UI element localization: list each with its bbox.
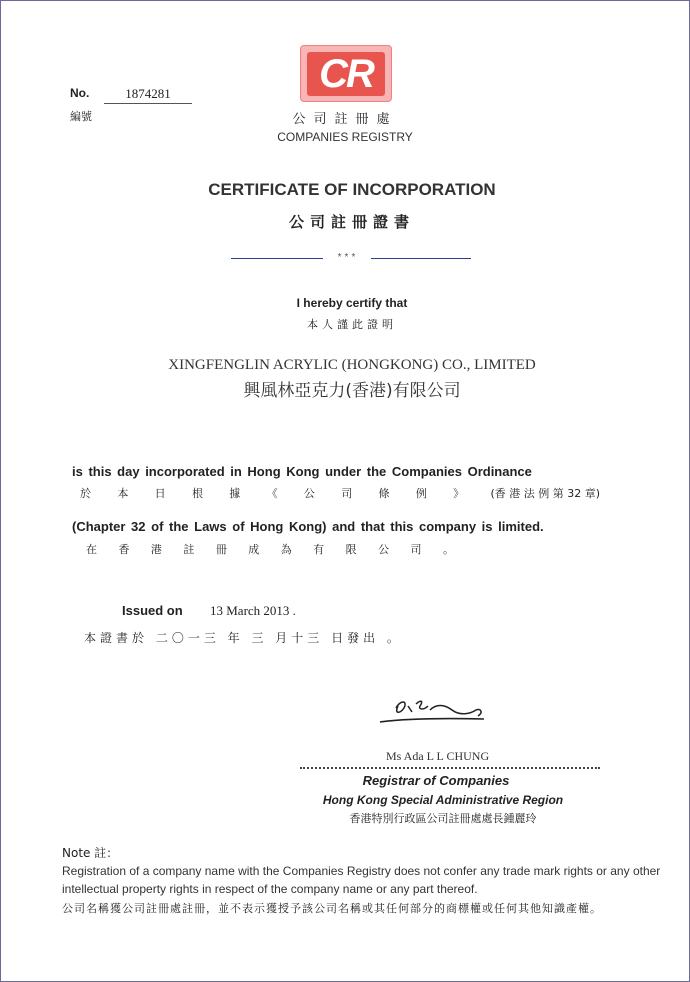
divider-left: [231, 258, 323, 259]
note-text-en: Registration of a company name with the Companies Registry does not confer any trade mark rights or any other intellectual property rights in respect of the company name or any part thereof.: [62, 864, 661, 896]
inc-cn-char: 》: [453, 487, 465, 500]
certify-statement: I hereby certify that: [296, 296, 408, 310]
inc-cn-char: 於: [80, 487, 91, 500]
registrar-region: Hong Kong Special Administrative Region: [322, 793, 564, 807]
divider-right: [371, 258, 471, 259]
note-label: Note 註：: [62, 846, 119, 860]
inc-cn-char: 日: [154, 487, 166, 500]
certify-statement-cn: 本人謹此證明: [307, 318, 397, 331]
company-name-cn: 興風林亞克力(香港)有限公司: [243, 381, 461, 401]
registrar-name: Ms Ada L L CHUNG: [386, 749, 490, 763]
ch-cn-char: 公: [378, 543, 390, 556]
certificate-number-label-cn: 編號: [70, 110, 92, 123]
registry-name-cn: 公司註冊處: [292, 112, 398, 127]
certificate-title: CERTIFICATE OF INCORPORATION: [208, 180, 496, 199]
incorporation-statement: is this day incorporated in Hong Kong under the Companies Ordinance: [72, 464, 532, 479]
incorporation-statement-cn: [80, 485, 600, 501]
cr-logo-text: CR: [319, 51, 373, 96]
chapter-statement-cn: [86, 541, 454, 557]
ch-cn-char: 。: [442, 543, 454, 556]
ch-cn-char: 限: [345, 543, 357, 556]
inc-cn-char: 例: [415, 487, 427, 500]
inc-cn-char: 條: [378, 487, 390, 500]
inc-cn-char: 《: [266, 487, 278, 500]
certificate-title-cn: 公司註冊證書: [288, 213, 415, 231]
inc-cn-char: 公: [303, 487, 315, 500]
ch-cn-char: 註: [183, 543, 195, 556]
ch-cn-char: 成: [248, 543, 260, 556]
issued-statement-cn: 本證書於 二〇一三 年 三 月十三 日發出 。: [84, 631, 403, 645]
company-name-en: XINGFENGLIN ACRYLIC (HONGKONG) CO., LIMITED: [168, 357, 536, 373]
ch-cn-char: 在: [86, 543, 97, 556]
chapter-statement: (Chapter 32 of the Laws of Hong Kong) and that this company is limited.: [72, 519, 544, 534]
signature-dotted-line: [300, 767, 600, 769]
registrar-signature: [372, 692, 492, 732]
cr-logo: [300, 45, 392, 102]
ch-cn-char: 司: [410, 543, 422, 556]
registrar-title: Registrar of Companies: [362, 773, 510, 788]
ch-cn-char: 香: [118, 543, 130, 556]
ch-cn-char: 有: [313, 543, 325, 556]
inc-cn-char: 司: [341, 487, 353, 500]
ch-cn-char: 港: [150, 543, 162, 556]
cr-logo-inner: [307, 52, 385, 96]
registrar-title-cn: 香港特別行政區公司註冊處處長鍾麗玲: [349, 812, 537, 825]
inc-cn-char: 根: [191, 487, 203, 500]
inc-cn-char: 據: [229, 487, 241, 500]
ch-cn-char: 為: [280, 543, 292, 556]
issued-label: Issued on: [122, 603, 183, 618]
inc-cn-char: 本: [117, 487, 129, 500]
certificate-number: 1874281: [104, 86, 192, 104]
divider-stars: ***: [337, 252, 359, 263]
inc-cn-chapter: (香 港 法 例 第 32 章): [490, 487, 600, 500]
certificate-number-label: No.: [70, 86, 90, 100]
note-text-cn: 公司名稱獲公司註冊處註冊，並不表示獲授予該公司名稱或其任何部分的商標權或任何其他知識產權。: [62, 902, 602, 915]
issued-date: 13 March 2013 .: [210, 603, 296, 618]
ch-cn-char: 冊: [215, 543, 227, 556]
registry-name-en: COMPANIES REGISTRY: [277, 130, 413, 144]
